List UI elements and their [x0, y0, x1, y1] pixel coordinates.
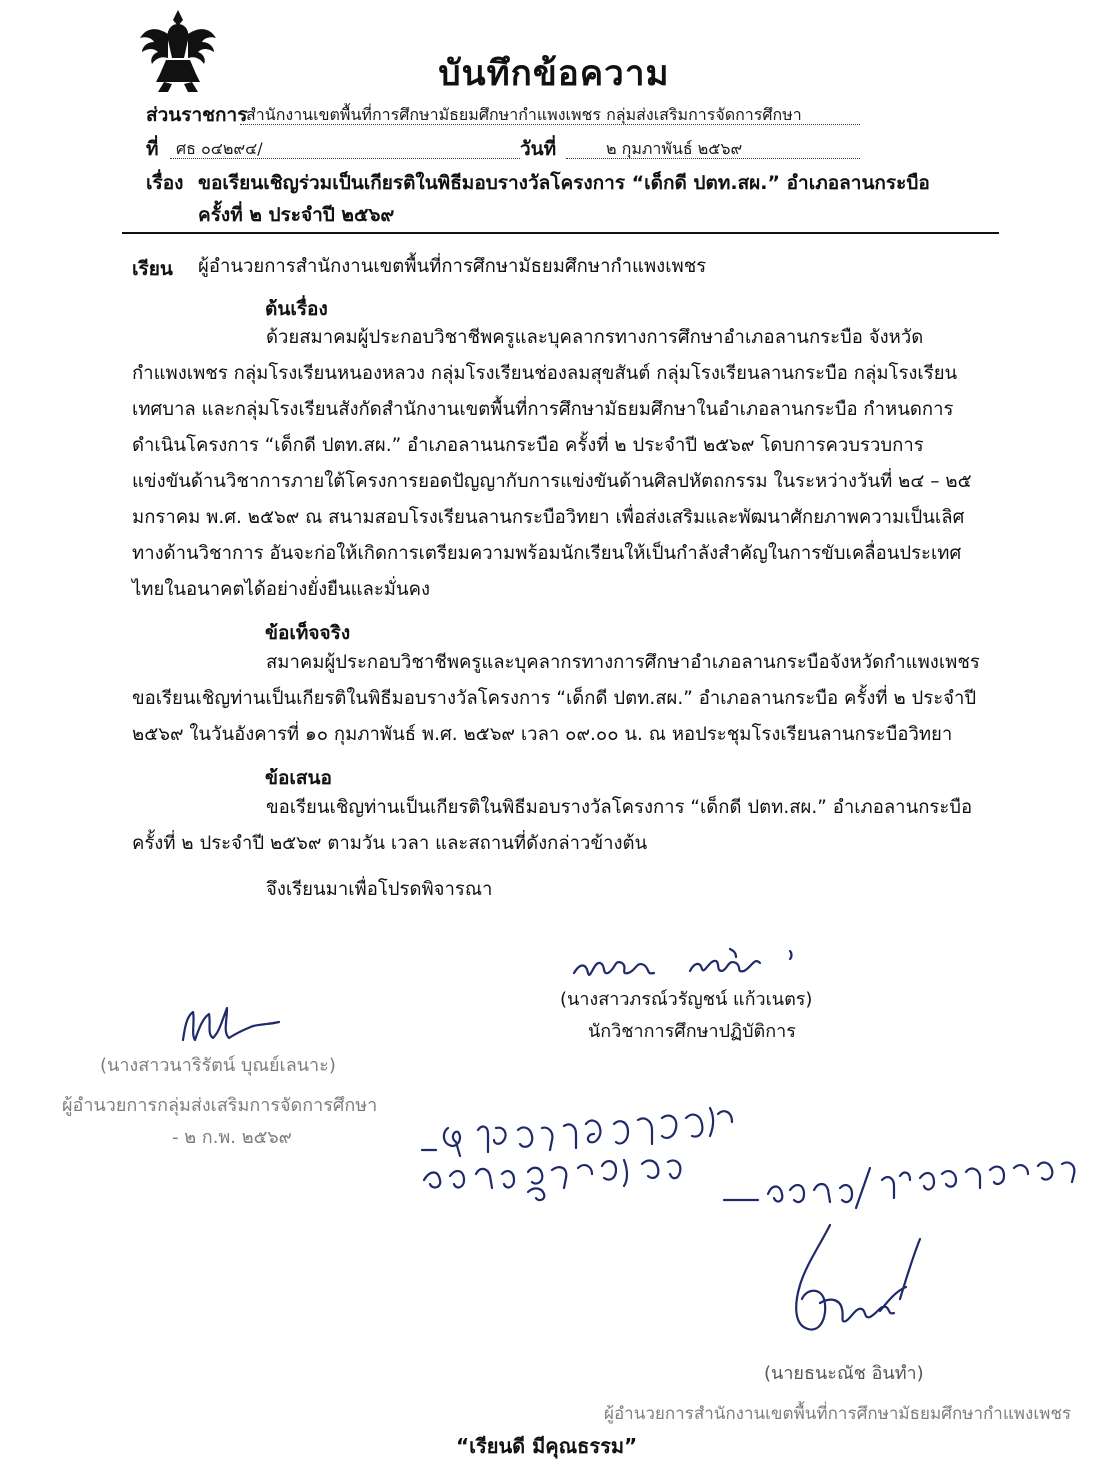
date-label: วันที่ — [520, 138, 557, 160]
facts-heading: ข้อเท็จจริง — [265, 622, 351, 644]
proposal-line: ขอเรียนเชิญท่านเป็นเกียรติในพิธีมอบรางวัลโครงการ “เด็กดี ปตท.สผ.” อำเภอลานกระบือ — [266, 797, 973, 818]
origin-line: เทศบาล และกลุ่มโรงเรียนสังกัดสำนักงานเขตพื้นที่การศึกษามัธยมศึกษาในอำเภอลานกระบือ กำหนดการ — [132, 399, 954, 420]
chief-position: ผู้อำนวยการสำนักงานเขตพื้นที่การศึกษามัธยมศึกษากำแพงเพชร — [604, 1404, 1072, 1424]
origin-line: แข่งขันด้านวิชาการภายใต้โครงการยอดปัญญากับการแข่งขันด้านศิลปหัตถกรรม ในระหว่างวันที่ ๒๔ – ๒๕ — [132, 471, 972, 492]
to-label: เรียน — [132, 258, 173, 280]
origin-line: ไทยในอนาคตได้อย่างยั่งยืนและมั่นคง — [132, 579, 431, 600]
to-value: ผู้อำนวยการสำนักงานเขตพื้นที่การศึกษามัธยมศึกษากำแพงเพชร — [198, 256, 707, 277]
officer-position: นักวิชาการศึกษาปฏิบัติการ — [588, 1021, 796, 1042]
ref-label: ที่ — [146, 138, 159, 160]
origin-line: ทางด้านวิชาการ อันจะก่อให้เกิดการเตรียมความพร้อมนักเรียนให้เป็นกำลังสำคัญในการขับเคลื่อนประเทศ — [132, 543, 962, 564]
subject-line-1: ขอเรียนเชิญร่วมเป็นเกียรติในพิธีมอบรางวัลโครงการ “เด็กดี ปตท.สผ.” อำเภอลานกระบือ — [198, 172, 930, 194]
origin-heading: ต้นเรื่อง — [265, 298, 328, 320]
agency-value: สำนักงานเขตพื้นที่การศึกษามัธยมศึกษากำแพงเพชร กลุ่มส่งเสริมการจัดการศึกษา — [246, 105, 802, 124]
origin-line: มกราคม พ.ศ. ๒๕๖๙ ณ สนามสอบโรงเรียนลานกระบือวิทยา เพื่อส่งเสริมและพัฒนาศักยภาพความเป็นเลิศ — [132, 507, 965, 528]
facts-line: ขอเรียนเชิญท่านเป็นเกียรติในพิธีมอบรางวัลโครงการ “เด็กดี ปตท.สผ.” อำเภอลานกระบือ ครั้งที่ ๒ ประจำปี — [132, 688, 977, 709]
director-date: - ๒ ก.พ. ๒๕๖๙ — [172, 1127, 292, 1148]
memo-title: บันทึกข้อความ — [438, 54, 670, 94]
agency-dotted-line — [240, 124, 860, 125]
director-signature — [175, 1000, 285, 1052]
chief-signature — [780, 1215, 930, 1345]
proposal-line: ครั้งที่ ๒ ประจำปี ๒๕๖๙ ตามวัน เวลา และสถานที่ดังกล่าวข้างต้น — [132, 833, 648, 854]
ref-value: ศธ ๐๔๒๙๔/ — [176, 139, 263, 158]
order-note-handwriting — [720, 1150, 1100, 1220]
director-name: (นางสาวนาริรัตน์ บุณย์เลนาะ) — [100, 1055, 336, 1076]
closing-text: จึงเรียนมาเพื่อโปรดพิจารณา — [266, 879, 493, 900]
footer-motto: “เรียนดี มีคุณธรรม” — [456, 1434, 638, 1458]
subject-label: เรื่อง — [146, 172, 184, 194]
origin-line: ดำเนินโครงการ “เด็กดี ปตท.สผ.” อำเภอลานนกระบือ ครั้งที่ ๒ ประจำปี ๒๕๖๙ โดบการควบรวบการ — [132, 435, 924, 456]
agency-label: ส่วนราชการ — [146, 104, 248, 126]
ref-dotted-line — [170, 158, 520, 159]
director-position: ผู้อำนวยการกลุ่มส่งเสริมการจัดการศึกษา — [62, 1095, 378, 1116]
header-divider — [122, 232, 999, 234]
origin-line: ด้วยสมาคมผู้ประกอบวิชาชีพครูและบุคลากรทางการศึกษาอำเภอลานกระบือ จังหวัด — [266, 327, 924, 348]
date-dotted-line — [566, 158, 860, 159]
date-value: ๒ กุมภาพันธ์ ๒๕๖๙ — [606, 139, 743, 158]
officer-signature — [570, 945, 830, 985]
chief-name: (นายธนะณัช อินทำ) — [764, 1363, 924, 1384]
officer-name: (นางสาวภรณ์วรัญชน์ แก้วเนตร) — [560, 989, 813, 1010]
subject-line-2: ครั้งที่ ๒ ประจำปี ๒๕๖๙ — [198, 204, 395, 226]
facts-line: สมาคมผู้ประกอบวิชาชีพครูและบุคลากรทางการศึกษาอำเภอลานกระบือจังหวัดกำแพงเพชร — [266, 652, 980, 673]
proposal-heading: ข้อเสนอ — [265, 767, 332, 789]
facts-line: ๒๕๖๙ ในวันอังคารที่ ๑๐ กุมภาพันธ์ พ.ศ. ๒๕๖๙ เวลา ๐๙.๐๐ น. ณ หอประชุมโรงเรียนลานกระบือวิทยา — [132, 724, 953, 745]
origin-line: กำแพงเพชร กลุ่มโรงเรียนหนองหลวง กลุ่มโรงเรียนช่องลมสุขสันต์ กลุ่มโรงเรียนลานกระบือ กลุ่มโรงเรียน — [132, 363, 958, 384]
